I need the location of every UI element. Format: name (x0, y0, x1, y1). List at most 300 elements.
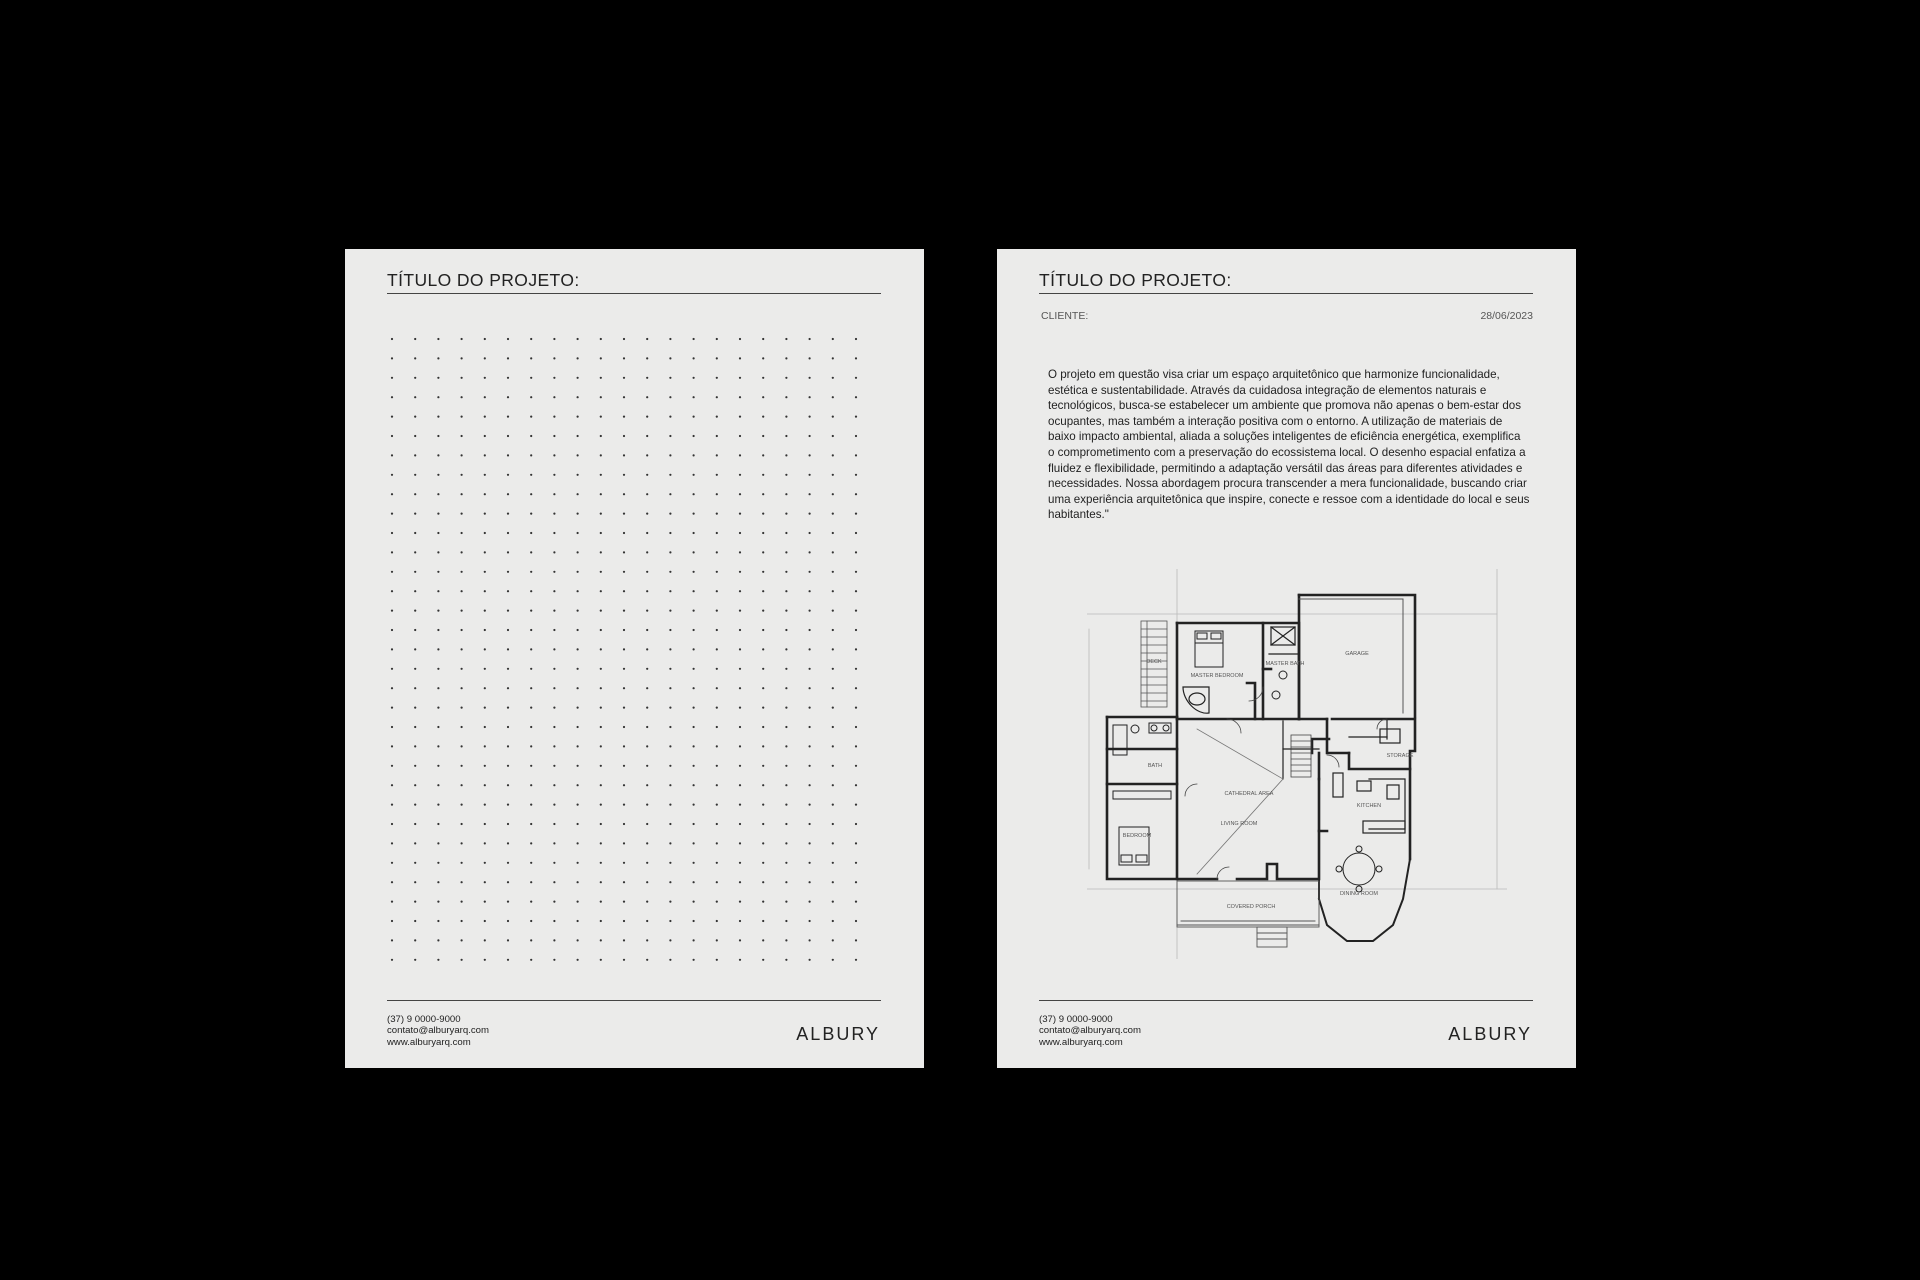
grid-dot (530, 804, 532, 806)
grid-dot (809, 765, 811, 767)
client-label: CLIENTE: (1041, 310, 1089, 322)
grid-dot (716, 474, 718, 476)
grid-dot (716, 551, 718, 553)
grid-dot (669, 513, 671, 515)
grid-dot (437, 668, 439, 670)
contact-block (1039, 1014, 1141, 1048)
grid-dot (762, 590, 764, 592)
grid-dot (484, 396, 486, 398)
grid-dot (391, 357, 393, 359)
room-label-covered-porch: COVERED PORCH (1226, 904, 1276, 910)
grid-dot (855, 823, 857, 825)
grid-dot (832, 881, 834, 883)
grid-dot (600, 668, 602, 670)
grid-dot (646, 551, 648, 553)
grid-dot (507, 881, 509, 883)
grid-dot (530, 901, 532, 903)
grid-dot (461, 862, 463, 864)
grid-dot (832, 920, 834, 922)
grid-dot (507, 396, 509, 398)
grid-dot (600, 804, 602, 806)
grid-dot (739, 862, 741, 864)
grid-dot (577, 357, 579, 359)
grid-dot (623, 920, 625, 922)
grid-dot (809, 338, 811, 340)
grid-dot (414, 338, 416, 340)
grid-dot (530, 571, 532, 573)
grid-dot (484, 920, 486, 922)
grid-dot (577, 939, 579, 941)
grid-dot (600, 532, 602, 534)
grid-dot (507, 745, 509, 747)
grid-dot (832, 959, 834, 961)
grid-dot (716, 357, 718, 359)
grid-dot (693, 338, 695, 340)
grid-dot (461, 396, 463, 398)
grid-dot (461, 357, 463, 359)
grid-dot (437, 416, 439, 418)
grid-dot (739, 416, 741, 418)
grid-dot (855, 959, 857, 961)
grid-dot (646, 939, 648, 941)
grid-dot (414, 590, 416, 592)
grid-dot (739, 804, 741, 806)
grid-dot (716, 959, 718, 961)
grid-dot (461, 939, 463, 941)
grid-dot (809, 726, 811, 728)
grid-dot (530, 454, 532, 456)
room-label-cathedral-area: CATHEDRAL AREA (1224, 791, 1274, 797)
grid-dot (553, 784, 555, 786)
grid-dot (461, 590, 463, 592)
grid-dot (716, 939, 718, 941)
grid-dot (553, 745, 555, 747)
grid-dot (669, 765, 671, 767)
grid-dot (646, 823, 648, 825)
grid-dot (785, 784, 787, 786)
project-title-label: TÍTULO DO PROJETO: (387, 270, 580, 290)
grid-dot (414, 551, 416, 553)
grid-dot (507, 435, 509, 437)
albury-logo: ALBURY (796, 1024, 880, 1044)
grid-dot (461, 474, 463, 476)
grid-dot (414, 765, 416, 767)
grid-dot (716, 513, 718, 515)
grid-dot (623, 648, 625, 650)
grid-dot (739, 784, 741, 786)
contact-website: www.alburyarq.com (387, 1036, 471, 1048)
grid-dot (414, 707, 416, 709)
grid-dot (414, 416, 416, 418)
grid-dot (414, 396, 416, 398)
grid-dot (739, 590, 741, 592)
grid-dot (507, 901, 509, 903)
grid-dot (693, 745, 695, 747)
grid-dot (762, 804, 764, 806)
grid-dot (762, 668, 764, 670)
grid-dot (623, 629, 625, 631)
grid-dot (762, 648, 764, 650)
grid-dot (391, 629, 393, 631)
grid-dot (669, 338, 671, 340)
grid-dot (809, 357, 811, 359)
grid-dot (623, 881, 625, 883)
grid-dot (669, 474, 671, 476)
grid-dot (437, 707, 439, 709)
grid-dot (809, 396, 811, 398)
grid-dot (623, 862, 625, 864)
grid-dot (623, 842, 625, 844)
grid-dot (693, 765, 695, 767)
grid-dot (577, 454, 579, 456)
grid-dot (669, 901, 671, 903)
grid-dot (669, 842, 671, 844)
grid-dot (577, 804, 579, 806)
grid-dot (739, 493, 741, 495)
grid-dot (762, 881, 764, 883)
grid-dot (391, 571, 393, 573)
grid-dot (577, 513, 579, 515)
grid-dot (855, 551, 857, 553)
grid-dot (855, 493, 857, 495)
grid-dot (437, 648, 439, 650)
grid-dot (785, 454, 787, 456)
grid-dot (832, 804, 834, 806)
grid-dot (507, 532, 509, 534)
grid-dot (507, 804, 509, 806)
grid-dot (785, 338, 787, 340)
grid-dot (669, 532, 671, 534)
grid-dot (530, 551, 532, 553)
grid-dot (646, 726, 648, 728)
grid-dot (600, 687, 602, 689)
grid-dot (669, 551, 671, 553)
grid-dot (507, 648, 509, 650)
grid-dot (693, 901, 695, 903)
grid-dot (391, 726, 393, 728)
grid-dot (809, 784, 811, 786)
grid-dot (832, 610, 834, 612)
grid-dot (414, 842, 416, 844)
grid-dot (507, 474, 509, 476)
grid-dot (855, 862, 857, 864)
grid-dot (553, 357, 555, 359)
contact-email: contato@alburyarq.com (1039, 1025, 1141, 1037)
grid-dot (646, 862, 648, 864)
grid-dot (507, 707, 509, 709)
grid-dot (414, 784, 416, 786)
grid-dot (414, 377, 416, 379)
grid-dot (507, 726, 509, 728)
grid-dot (530, 959, 532, 961)
grid-dot (530, 745, 532, 747)
grid-dot (391, 454, 393, 456)
grid-dot (669, 707, 671, 709)
grid-dot (855, 396, 857, 398)
grid-dot (785, 357, 787, 359)
grid-dot (855, 435, 857, 437)
grid-dot (600, 784, 602, 786)
grid-dot (437, 590, 439, 592)
grid-dot (507, 765, 509, 767)
grid-dot (553, 571, 555, 573)
grid-dot (484, 668, 486, 670)
grid-dot (809, 648, 811, 650)
grid-dot (623, 959, 625, 961)
grid-dot (762, 784, 764, 786)
grid-dot (391, 842, 393, 844)
grid-dot (461, 435, 463, 437)
grid-dot (553, 396, 555, 398)
grid-dot (484, 416, 486, 418)
grid-dot (646, 532, 648, 534)
grid-dot (762, 416, 764, 418)
grid-dot (832, 901, 834, 903)
grid-dot (461, 823, 463, 825)
grid-dot (762, 939, 764, 941)
grid-dot (507, 493, 509, 495)
grid-dot (391, 648, 393, 650)
grid-dot (669, 454, 671, 456)
grid-dot (623, 454, 625, 456)
grid-dot (646, 901, 648, 903)
grid-dot (391, 823, 393, 825)
grid-dot (461, 726, 463, 728)
grid-dot (530, 435, 532, 437)
grid-dot (785, 939, 787, 941)
albury-logo: ALBURY (1448, 1024, 1532, 1044)
grid-dot (785, 610, 787, 612)
grid-dot (553, 920, 555, 922)
grid-dot (762, 901, 764, 903)
grid-dot (600, 590, 602, 592)
project-date: 28/06/2023 (1480, 310, 1533, 322)
grid-dot (832, 707, 834, 709)
grid-dot (623, 784, 625, 786)
grid-dot (855, 668, 857, 670)
grid-dot (832, 571, 834, 573)
grid-dot (530, 532, 532, 534)
grid-dot (785, 707, 787, 709)
grid-dot (739, 648, 741, 650)
grid-dot (762, 765, 764, 767)
grid-dot (600, 726, 602, 728)
grid-dot (600, 338, 602, 340)
grid-dot (693, 648, 695, 650)
grid-dot (855, 804, 857, 806)
grid-dot (577, 765, 579, 767)
grid-dot (693, 551, 695, 553)
grid-dot (855, 881, 857, 883)
grid-dot (553, 959, 555, 961)
grid-dot (762, 454, 764, 456)
grid-dot (484, 454, 486, 456)
footer-divider (387, 1000, 881, 1001)
grid-dot (461, 454, 463, 456)
grid-dot (785, 765, 787, 767)
grid-dot (600, 454, 602, 456)
grid-dot (553, 842, 555, 844)
grid-dot (507, 513, 509, 515)
grid-dot (855, 474, 857, 476)
grid-dot (414, 610, 416, 612)
grid-dot (623, 357, 625, 359)
grid-dot (716, 687, 718, 689)
grid-dot (785, 474, 787, 476)
grid-dot (785, 862, 787, 864)
grid-dot (530, 610, 532, 612)
grid-dot (461, 668, 463, 670)
grid-dot (600, 416, 602, 418)
grid-dot (391, 687, 393, 689)
grid-dot (739, 571, 741, 573)
grid-dot (785, 590, 787, 592)
grid-dot (623, 551, 625, 553)
grid-dot (809, 551, 811, 553)
grid-dot (693, 629, 695, 631)
grid-dot (855, 920, 857, 922)
grid-dot (577, 668, 579, 670)
grid-dot (855, 707, 857, 709)
grid-dot (577, 881, 579, 883)
grid-dot (832, 493, 834, 495)
grid-dot (553, 804, 555, 806)
grid-dot (484, 881, 486, 883)
grid-dot (716, 435, 718, 437)
grid-dot (716, 707, 718, 709)
grid-dot (600, 842, 602, 844)
grid-dot (623, 416, 625, 418)
grid-dot (437, 881, 439, 883)
grid-dot (623, 765, 625, 767)
grid-dot (809, 590, 811, 592)
grid-dot (461, 416, 463, 418)
grid-dot (739, 668, 741, 670)
grid-dot (391, 901, 393, 903)
grid-dot (809, 474, 811, 476)
grid-dot (809, 939, 811, 941)
grid-dot (507, 784, 509, 786)
grid-dot (530, 396, 532, 398)
grid-dot (507, 357, 509, 359)
grid-dot (577, 920, 579, 922)
grid-dot (577, 901, 579, 903)
grid-dot (855, 454, 857, 456)
grid-dot (693, 920, 695, 922)
grid-dot (414, 357, 416, 359)
grid-dot (785, 416, 787, 418)
grid-dot (693, 610, 695, 612)
grid-dot (577, 648, 579, 650)
grid-dot (507, 687, 509, 689)
grid-dot (739, 629, 741, 631)
grid-dot (414, 823, 416, 825)
grid-dot (484, 610, 486, 612)
grid-dot (623, 590, 625, 592)
grid-dot (785, 668, 787, 670)
grid-dot (693, 357, 695, 359)
grid-dot (646, 629, 648, 631)
contact-email: contato@alburyarq.com (387, 1025, 489, 1037)
grid-dot (809, 862, 811, 864)
grid-dot (577, 396, 579, 398)
contact-phone: (37) 9 0000-9000 (1039, 1014, 1113, 1025)
grid-dot (414, 726, 416, 728)
grid-dot (693, 416, 695, 418)
grid-dot (646, 416, 648, 418)
grid-dot (832, 765, 834, 767)
grid-dot (484, 707, 486, 709)
grid-dot (716, 901, 718, 903)
grid-dot (623, 707, 625, 709)
grid-dot (391, 610, 393, 612)
grid-dot (739, 532, 741, 534)
grid-dot (461, 804, 463, 806)
grid-dot (553, 454, 555, 456)
room-label-bedroom: BEDROOM (1122, 833, 1152, 839)
grid-dot (739, 551, 741, 553)
grid-dot (391, 551, 393, 553)
grid-dot (762, 377, 764, 379)
grid-dot (785, 726, 787, 728)
grid-dot (716, 920, 718, 922)
grid-dot (739, 842, 741, 844)
grid-dot (623, 571, 625, 573)
grid-dot (577, 610, 579, 612)
grid-dot (577, 571, 579, 573)
grid-dot (809, 513, 811, 515)
grid-dot (646, 357, 648, 359)
grid-dot (414, 571, 416, 573)
grid-dot (577, 377, 579, 379)
grid-dot (739, 357, 741, 359)
grid-dot (507, 377, 509, 379)
grid-dot (437, 765, 439, 767)
grid-dot (507, 862, 509, 864)
grid-dot (484, 590, 486, 592)
grid-dot (623, 610, 625, 612)
grid-dot (577, 726, 579, 728)
grid-dot (646, 610, 648, 612)
grid-dot (855, 532, 857, 534)
grid-dot (832, 842, 834, 844)
contact-phone: (37) 9 0000-9000 (387, 1014, 461, 1025)
grid-dot (855, 726, 857, 728)
grid-dot (785, 551, 787, 553)
grid-dot (832, 377, 834, 379)
grid-dot (693, 862, 695, 864)
grid-dot (739, 765, 741, 767)
grid-dot (646, 571, 648, 573)
grid-dot (739, 707, 741, 709)
grid-dot (507, 454, 509, 456)
grid-dot (530, 648, 532, 650)
grid-dot (762, 357, 764, 359)
grid-dot (855, 357, 857, 359)
grid-dot (693, 532, 695, 534)
grid-dot (437, 629, 439, 631)
grid-dot (507, 590, 509, 592)
grid-dot (809, 901, 811, 903)
grid-dot (600, 493, 602, 495)
grid-dot (600, 707, 602, 709)
grid-dot (391, 416, 393, 418)
grid-dot (716, 610, 718, 612)
grid-dot (484, 687, 486, 689)
grid-dot (832, 668, 834, 670)
grid-dot (809, 804, 811, 806)
grid-dot (437, 513, 439, 515)
